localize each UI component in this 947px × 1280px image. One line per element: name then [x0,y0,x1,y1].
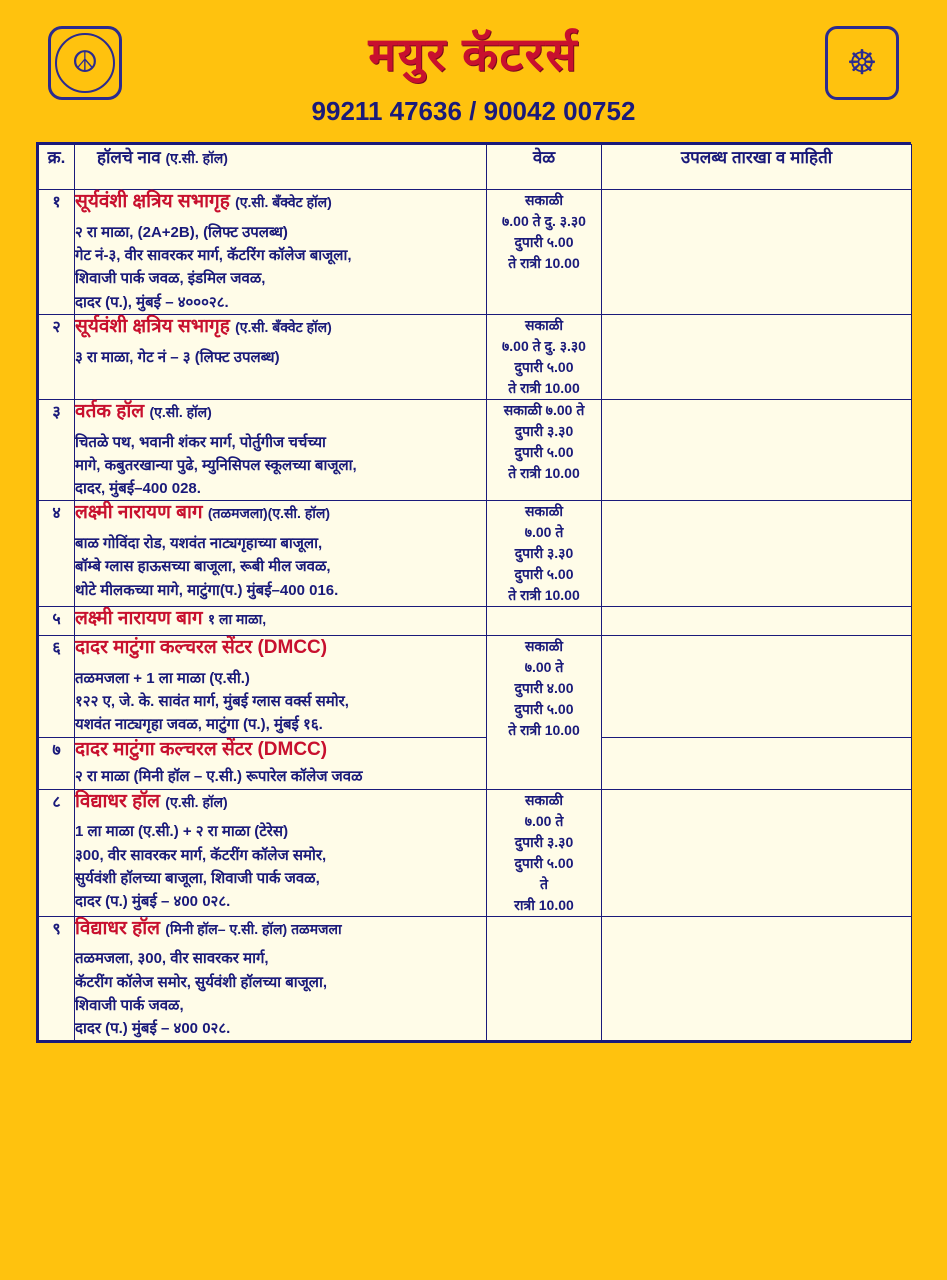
address-line: सुर्यवंशी हॉलच्या बाजूला, शिवाजी पार्क जवळ, [75,869,320,887]
header-time: वेळ [487,145,602,190]
row-time [487,789,602,916]
time-line: ७.00 ते [524,524,564,541]
address-line: गेट नं-३, वीर सावरकर मार्ग, कॅटरिंग कॉलेज बाजूला, [75,247,352,264]
time-line: दुपारी ३.३0 [514,422,574,439]
address-line: 1 ला माळा (ए.सी.) + २ रा माळा (टेरेस) [75,823,289,841]
hall-title-sub: (ए.सी. हॉल) [165,793,228,810]
time-line: दुपारी ५.00 [514,566,574,583]
row-name [75,789,487,916]
row-sr: ९ [39,916,75,1041]
hall-title-text: दादर माटुंगा कल्चरल सेंटर (DMCC) [75,738,328,760]
row-time [487,607,602,636]
hall-title [75,315,486,339]
hall-title-sub: (ए.सी. बँक्वेट हॉल) [235,318,332,335]
hall-title-text: विद्याधर हॉल [75,917,161,939]
hall-title [75,190,486,214]
row-sr: १ [39,190,75,315]
hall-title [75,607,486,631]
header-sr: क्र. [39,145,75,190]
time-line: दुपारी ५.00 [514,234,574,250]
row-sr: ८ [39,789,75,916]
table-row [39,789,912,916]
time-line: ते [540,875,548,892]
ganesh-logo-glyph: ☮ [55,33,115,93]
table-row [39,399,912,501]
table-body [39,190,912,1041]
row-name [75,314,487,399]
row-sr: ६ [39,636,75,738]
table-row [39,636,912,738]
time-line: सकाळी [524,316,564,333]
address-line: २ रा माळा (मिनी हॉल – ए.सी.) रूपारेल कॉलेज जवळ [75,768,363,786]
table-header-row [39,145,912,190]
hall-title-sub: १ ला माळा, [207,611,267,628]
address-line: दादर, मुंबई–400 028. [75,480,201,497]
time-line: सकाळी [524,638,564,654]
row-info[interactable] [602,314,912,399]
time-line: ७.00 ते दु. ३.३0 [502,337,586,354]
address-line: शिवाजी पार्क जवळ, [75,996,184,1014]
hall-title-sub: (ए.सी. बँक्वेट हॉल) [235,194,332,210]
row-name [75,190,487,315]
poster-header [0,0,947,140]
row-time [487,501,602,607]
address-line: तळमजला + 1 ला माळा (ए.सी.) [75,669,250,687]
hall-title-text: लक्ष्मी नारायण बाग [75,502,203,524]
row-info[interactable] [602,607,912,636]
table-row [39,501,912,607]
row-time [487,399,602,501]
address-line: दादर (प.) मुंबई – ४00 0२८. [75,1020,231,1037]
time-line: दुपारी ४.00 [514,680,574,696]
contact-phone: 99211 47636 / 90042 00752 [311,96,636,126]
time-line: सकाळी ७.00 ते [503,401,585,418]
row-info[interactable] [602,737,912,789]
address-line: दादर (प.) मुंबई – ४00 0२८. [75,893,231,910]
hall-title-text: वर्तक हॉल [75,400,145,422]
time-line: ७.00 ते दु. ३.३0 [502,213,586,229]
time-line: ते रात्री 10.00 [508,722,580,738]
address-line: चितळे पथ, भवानी शंकर मार्ग, पोर्तुगीज चर्चच्या [75,433,326,451]
time-line: सकाळी [524,791,564,808]
swastika-icon: ☸ [825,26,899,100]
row-sr: ७ [39,737,75,789]
hall-title [75,917,486,941]
time-line: दुपारी ५.00 [514,443,574,460]
time-line: दुपारी ५.00 [514,854,574,871]
row-name [75,916,487,1041]
hall-title [75,501,486,525]
address-line: २ रा माळा, (2A+2B), (लिफ्ट उपलब्ध) [75,223,288,241]
table-row [39,737,912,789]
table-row [39,190,912,315]
row-name [75,607,487,636]
time-line: ते रात्री 10.00 [508,587,580,604]
ganesh-logo-icon [48,26,122,100]
time-line: रात्री 10.00 [514,896,574,913]
row-time [487,916,602,1041]
row-time [487,314,602,399]
address-line: १२२ ए, जे. के. सावंत मार्ग, मुंबई ग्लास वर्क्स समोर, [75,693,349,710]
time-line: दुपारी ३.३0 [514,833,574,850]
header-info: उपलब्ध तारखा व माहिती [602,145,912,190]
hall-title [75,738,486,762]
address-line: ३00, वीर सावरकर मार्ग, कॅटरींग कॉलेज समोर, [75,846,327,864]
hall-title-text: विद्याधर हॉल [75,790,161,812]
address-line: ३ रा माळा, गेट नं – ३ (लिफ्ट उपलब्ध) [75,348,280,366]
address-line: बाळ गोविंदा रोड, यशवंत नाट्यगृहाच्या बाजूला, [75,535,323,552]
hall-title [75,400,486,424]
time-line: दुपारी ३.३0 [514,545,574,562]
table-row [39,916,912,1041]
hall-title [75,636,486,660]
row-info[interactable] [602,636,912,738]
row-name [75,737,487,789]
table-row [39,314,912,399]
header-name-text: हॉलचे नाव [97,148,161,167]
hall-title-sub: (मिनी हॉल– ए.सी. हॉल) तळमजला [165,920,342,937]
row-sr: ४ [39,501,75,607]
address-line: बॉम्बे ग्लास हाऊसच्या बाजूला, रूबी मील जवळ, [75,558,331,576]
address-line: यशवंत नाट्यगृहा जवळ, माटुंगा (प.), मुंबई १६. [75,716,323,734]
page-title: मयुर कॅटरर्स [368,28,579,80]
row-name [75,501,487,607]
address-line: थोटे मीलकच्या मागे, माटुंगा(प.) मुंबई–400 016. [75,581,339,599]
time-line: ७.00 ते [524,812,564,829]
row-info[interactable] [602,501,912,607]
row-info[interactable] [602,789,912,916]
hall-title-text: सूर्यवंशी क्षत्रिय सभागृह [75,315,230,337]
time-line: दुपारी ५.00 [514,358,574,375]
time-line: सकाळी [524,503,564,520]
row-info[interactable] [602,916,912,1041]
row-sr: २ [39,314,75,399]
header-name-sub: (ए.सी. हॉल) [165,150,228,166]
address-line: शिवाजी पार्क जवळ, इंडमिल जवळ, [75,270,266,288]
time-line: ते रात्री 10.00 [508,464,580,481]
row-sr: ५ [39,607,75,636]
row-name [75,636,487,738]
time-line: ते रात्री 10.00 [508,379,580,396]
row-name [75,399,487,501]
address-line: कॅटरींग कॉलेज समोर, सुर्यवंशी हॉलच्या बाजूला, [75,973,327,991]
row-info[interactable] [602,399,912,501]
row-info[interactable] [602,190,912,315]
halls-table-wrapper [36,142,911,1043]
time-line: सकाळी [524,192,564,208]
hall-title-sub: (तळमजला)(ए.सी. हॉल) [207,505,331,522]
address-line: दादर (प.), मुंबई – ४०००२८. [75,293,229,311]
address-line: मागे, कबुतरखान्या पुढे, म्युनिसिपल स्कूलच्या बाजूला, [75,456,357,474]
halls-table [38,144,912,1041]
hall-title [75,790,486,814]
address-line: तळमजला, ३00, वीर सावरकर मार्ग, [75,950,269,968]
row-time [487,636,602,790]
hall-title-sub: (ए.सी. हॉल) [149,403,212,420]
time-line: ७.00 ते [524,659,564,675]
hall-title-text: लक्ष्मी नारायण बाग [75,608,203,630]
time-line: ते रात्री 10.00 [508,255,580,271]
row-sr: ३ [39,399,75,501]
time-line: दुपारी ५.00 [514,701,574,717]
header-name [75,145,487,190]
hall-title-text: दादर माटुंगा कल्चरल सेंटर (DMCC) [75,637,328,658]
hall-title-text: सूर्यवंशी क्षत्रिय सभागृह [75,191,230,212]
row-time [487,190,602,315]
table-row [39,607,912,636]
